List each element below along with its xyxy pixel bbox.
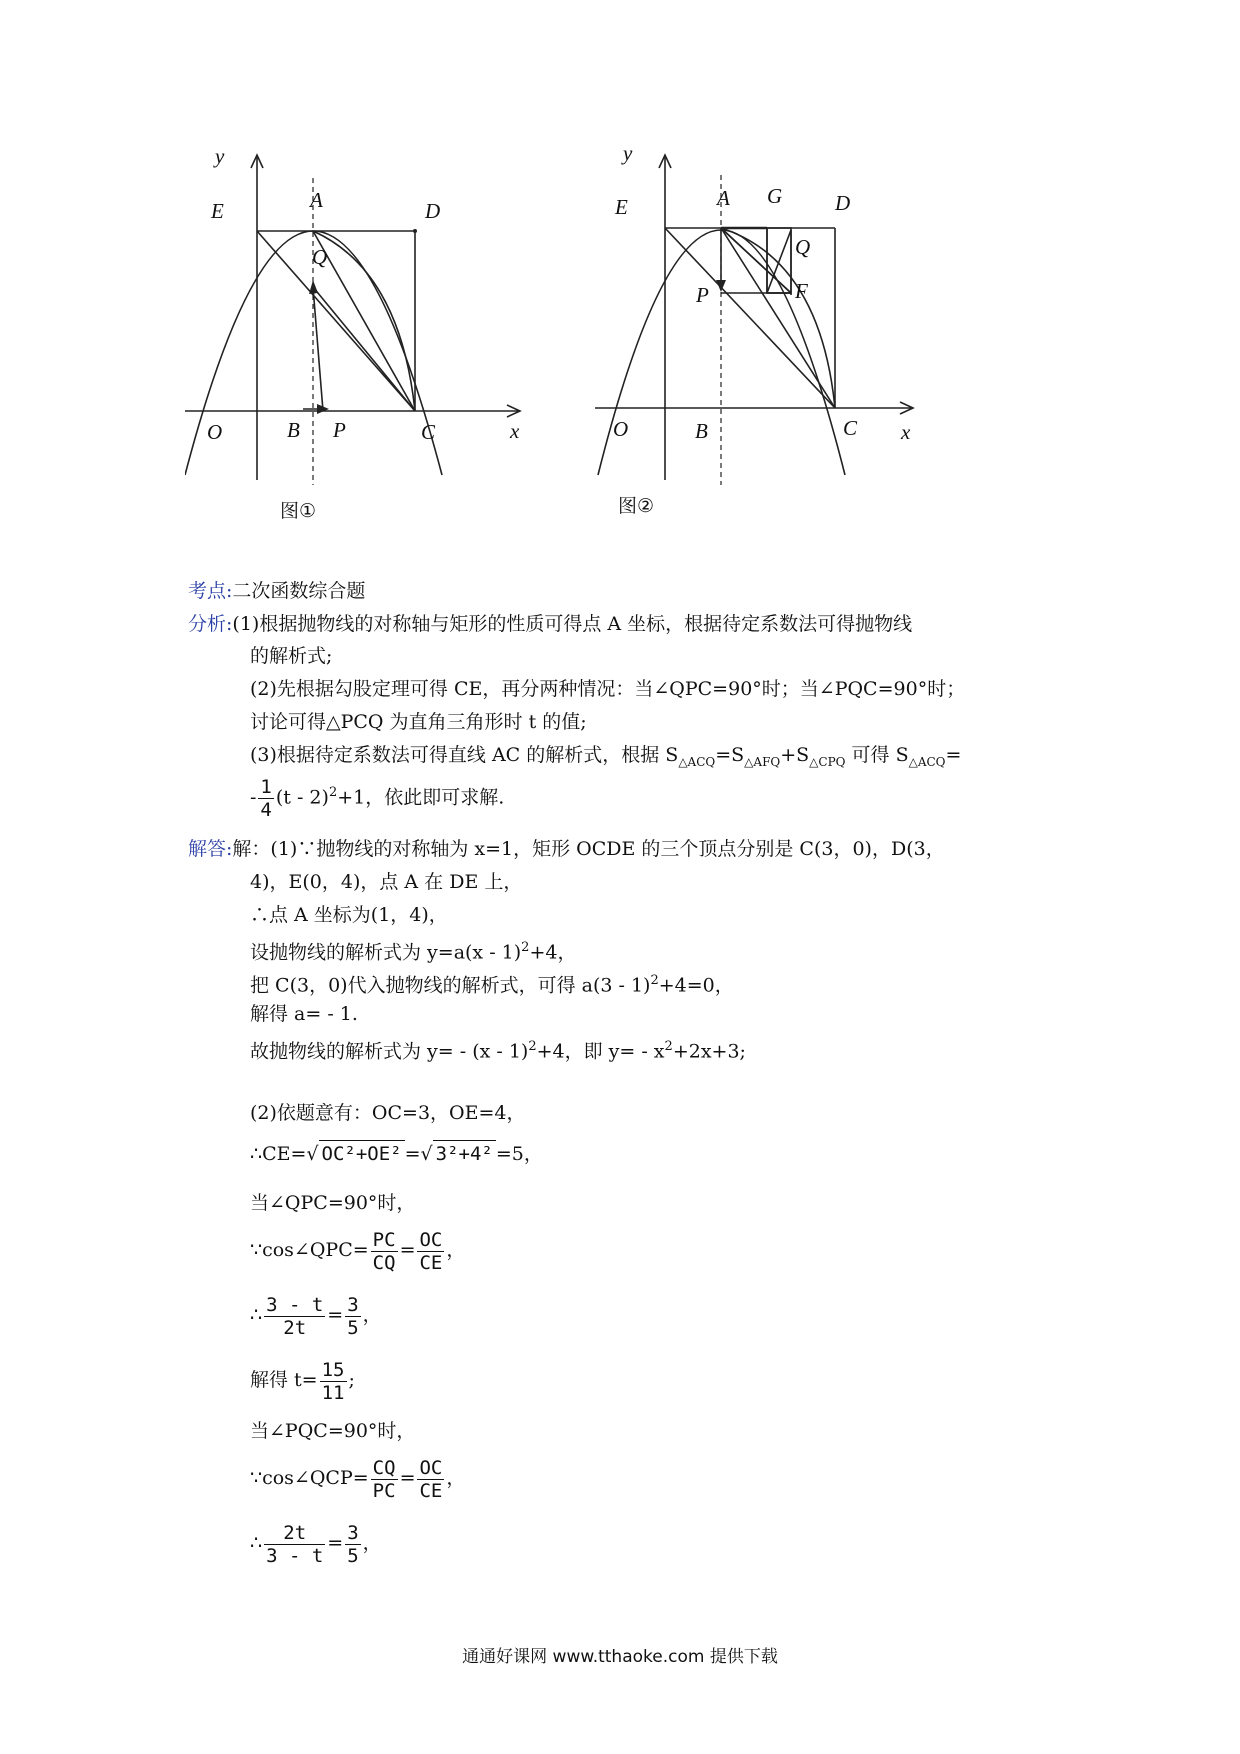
page-footer: 通通好课网 www.tthaoke.com 提供下载	[462, 1647, 778, 1667]
ce-b: =	[404, 1143, 421, 1165]
ce-c: =5，	[495, 1143, 543, 1165]
cos1a: ∵cos∠QPC=	[250, 1239, 369, 1261]
jieda-label: 解答:	[188, 838, 233, 860]
jieda-line-4	[250, 935, 576, 965]
fenxi-5-sub1: △ACQ	[678, 754, 716, 769]
fenxi-6-minus: -	[250, 786, 257, 809]
fig2-label-D: D	[835, 191, 851, 215]
frac-cq-pc	[371, 1457, 398, 1502]
cos2a: ∵cos∠QCP=	[250, 1467, 369, 1489]
eq1-line	[250, 1290, 382, 1340]
kaodian-line	[188, 578, 365, 604]
jieda-line-3: ∴点 A 坐标为(1，4)，	[250, 904, 448, 926]
n: 3	[347, 1521, 359, 1544]
fig1-label-x: x	[510, 419, 520, 443]
fenxi-5b: =S	[715, 744, 745, 766]
sol1-line	[250, 1355, 355, 1405]
fig2-label-y: y	[623, 150, 633, 165]
frac-3-5-b	[345, 1522, 360, 1567]
fig2-label-Q: Q	[795, 235, 811, 259]
d: 11	[321, 1381, 345, 1404]
jieda-line-1	[188, 836, 945, 862]
sol1a: 解得 t=	[250, 1369, 318, 1391]
frac-3t-2t	[264, 1294, 325, 1339]
j5a: 把 C(3，0)代入抛物线的解析式，可得 a(3 - 1)	[250, 974, 651, 997]
case1-line: 当∠QPC=90°时，	[250, 1192, 416, 1214]
fig2-label-C: C	[843, 416, 858, 440]
frac-pc-cq	[371, 1229, 398, 1274]
j7c: +2x+3;	[672, 1040, 746, 1063]
frac-num: 1	[260, 775, 272, 798]
fig2-label-x: x	[901, 420, 911, 444]
jieda-line-2: 4)，E(0，4)，点 A 在 DE 上，	[250, 871, 523, 893]
fig1-label-B: B	[287, 418, 300, 442]
fig2-label-P: P	[696, 283, 709, 307]
j7sup2: 2	[664, 1039, 673, 1054]
fenxi-6-rest: (t - 2)	[275, 786, 329, 809]
n: OC	[419, 1228, 443, 1251]
frac-den: 4	[260, 798, 272, 821]
figure-2	[595, 150, 925, 540]
fig1-label-E: E	[211, 199, 224, 223]
fenxi-line-4: 讨论可得△PCQ 为直角三角形时 t 的值;	[250, 711, 587, 733]
fenxi-5e: =	[945, 744, 962, 766]
j7a: 故抛物线的解析式为 y= - (x - 1)	[250, 1040, 529, 1063]
ce-line	[250, 1140, 543, 1167]
end: ;	[348, 1369, 355, 1391]
j4a: 设抛物线的解析式为 y=a(x - 1)	[250, 941, 522, 964]
frac-15-11	[320, 1359, 347, 1404]
fig1-label-O: O	[207, 420, 223, 444]
fig2-caption: 图②	[618, 495, 655, 517]
j5b: +4=0，	[658, 974, 734, 997]
d: 5	[347, 1544, 359, 1567]
end: ，	[446, 1467, 466, 1489]
j4sup: 2	[521, 940, 530, 955]
fig2-label-G: G	[767, 184, 783, 208]
eq2a: ∴	[250, 1532, 263, 1554]
j4b: +4，	[529, 941, 577, 964]
sqrt-sign-2: √	[420, 1143, 433, 1165]
fenxi-6-end: +1，依此即可求解.	[337, 786, 505, 809]
kaodian-label: 考点:	[188, 580, 233, 602]
sqrt-2: 3²+4²	[433, 1140, 496, 1167]
eq: =	[399, 1467, 416, 1489]
frac-3-5	[345, 1294, 360, 1339]
frac-oc-ce-2	[417, 1457, 444, 1502]
fig1-label-D: D	[425, 199, 441, 223]
fenxi-5d: 可得 S	[845, 744, 909, 766]
n: 2t	[264, 1522, 325, 1545]
n: CQ	[372, 1456, 396, 1479]
frac-oc-ce	[417, 1229, 444, 1274]
fenxi-line-6	[250, 770, 504, 821]
fig2-label-B: B	[695, 419, 708, 443]
ce-a: ∴CE=	[250, 1143, 307, 1165]
d: CE	[419, 1251, 443, 1274]
case2-line: 当∠PQC=90°时，	[250, 1420, 416, 1442]
end: ，	[362, 1304, 382, 1326]
fenxi-5a: (3)根据待定系数法可得直线 AC 的解析式，根据 S	[250, 744, 679, 766]
n: 3 - t	[266, 1293, 324, 1316]
d: CQ	[372, 1251, 396, 1274]
fig1-label-P: P	[333, 418, 346, 442]
fig1-label-C: C	[421, 420, 436, 444]
cos2-line	[250, 1453, 465, 1503]
eq: =	[327, 1532, 344, 1554]
fig2-label-F: F	[795, 279, 808, 303]
fenxi-5c: +S	[780, 744, 810, 766]
jieda-line-6: 解得 a= - 1.	[250, 1003, 358, 1025]
eq: =	[327, 1304, 344, 1326]
jieda-text-1: 解：(1)∵抛物线的对称轴为 x=1，矩形 OCDE 的三个顶点分别是 C(3，0)，D(3，	[232, 838, 945, 860]
n: OC	[419, 1456, 443, 1479]
fraction-quarter	[258, 776, 273, 821]
d: PC	[372, 1479, 396, 1502]
end: ，	[446, 1239, 466, 1261]
figure-1	[185, 150, 535, 540]
fig1-label-y: y	[215, 150, 225, 168]
frac-2t-3t	[264, 1522, 325, 1567]
fig1-label-A: A	[310, 188, 323, 212]
j7sup: 2	[528, 1039, 537, 1054]
fig1-label-Q: Q	[312, 245, 328, 269]
part2-line: (2)依题意有：OC=3，OE=4，	[250, 1102, 526, 1124]
j7b: +4，即 y= - x	[536, 1040, 665, 1063]
d: CE	[419, 1479, 443, 1502]
kaodian-text: 二次函数综合题	[232, 580, 366, 602]
cos1-line	[250, 1225, 465, 1275]
fig2-label-E: E	[615, 195, 628, 219]
eq2-line	[250, 1518, 382, 1568]
n: 15	[321, 1358, 345, 1381]
n: 3	[347, 1293, 359, 1316]
end: ，	[362, 1532, 382, 1554]
n: PC	[372, 1228, 396, 1251]
d: 2t	[283, 1316, 307, 1339]
fenxi-6-sup: 2	[328, 785, 338, 800]
jieda-line-5	[250, 968, 734, 998]
d: 3 - t	[266, 1544, 324, 1567]
eq1a: ∴	[250, 1304, 263, 1326]
jieda-line-7	[250, 1034, 746, 1064]
eq: =	[399, 1239, 416, 1261]
j5sup: 2	[650, 973, 659, 988]
fig1-caption: 图①	[280, 500, 317, 522]
fenxi-line-3: (2)先根据勾股定理可得 CE，再分两种情况：当∠QPC=90°时；当∠PQC=90°时；	[250, 678, 966, 700]
fig2-label-O: O	[613, 417, 629, 441]
fenxi-line-2: 的解析式;	[250, 645, 333, 667]
fenxi-5-sub4: △ACQ	[908, 754, 946, 769]
d: 5	[347, 1316, 359, 1339]
fenxi-line-1	[188, 611, 912, 637]
fig2-label-A: A	[717, 186, 730, 210]
fenxi-5-sub3: △CPQ	[809, 754, 846, 769]
fenxi-text-1: (1)根据抛物线的对称轴与矩形的性质可得点 A 坐标，根据待定系数法可得抛物线	[232, 613, 913, 635]
sqrt-sign-1: √	[306, 1143, 319, 1165]
sqrt-1: OC²+OE²	[319, 1140, 405, 1167]
fenxi-5-sub2: △AFQ	[744, 754, 781, 769]
fenxi-label: 分析:	[188, 613, 233, 635]
